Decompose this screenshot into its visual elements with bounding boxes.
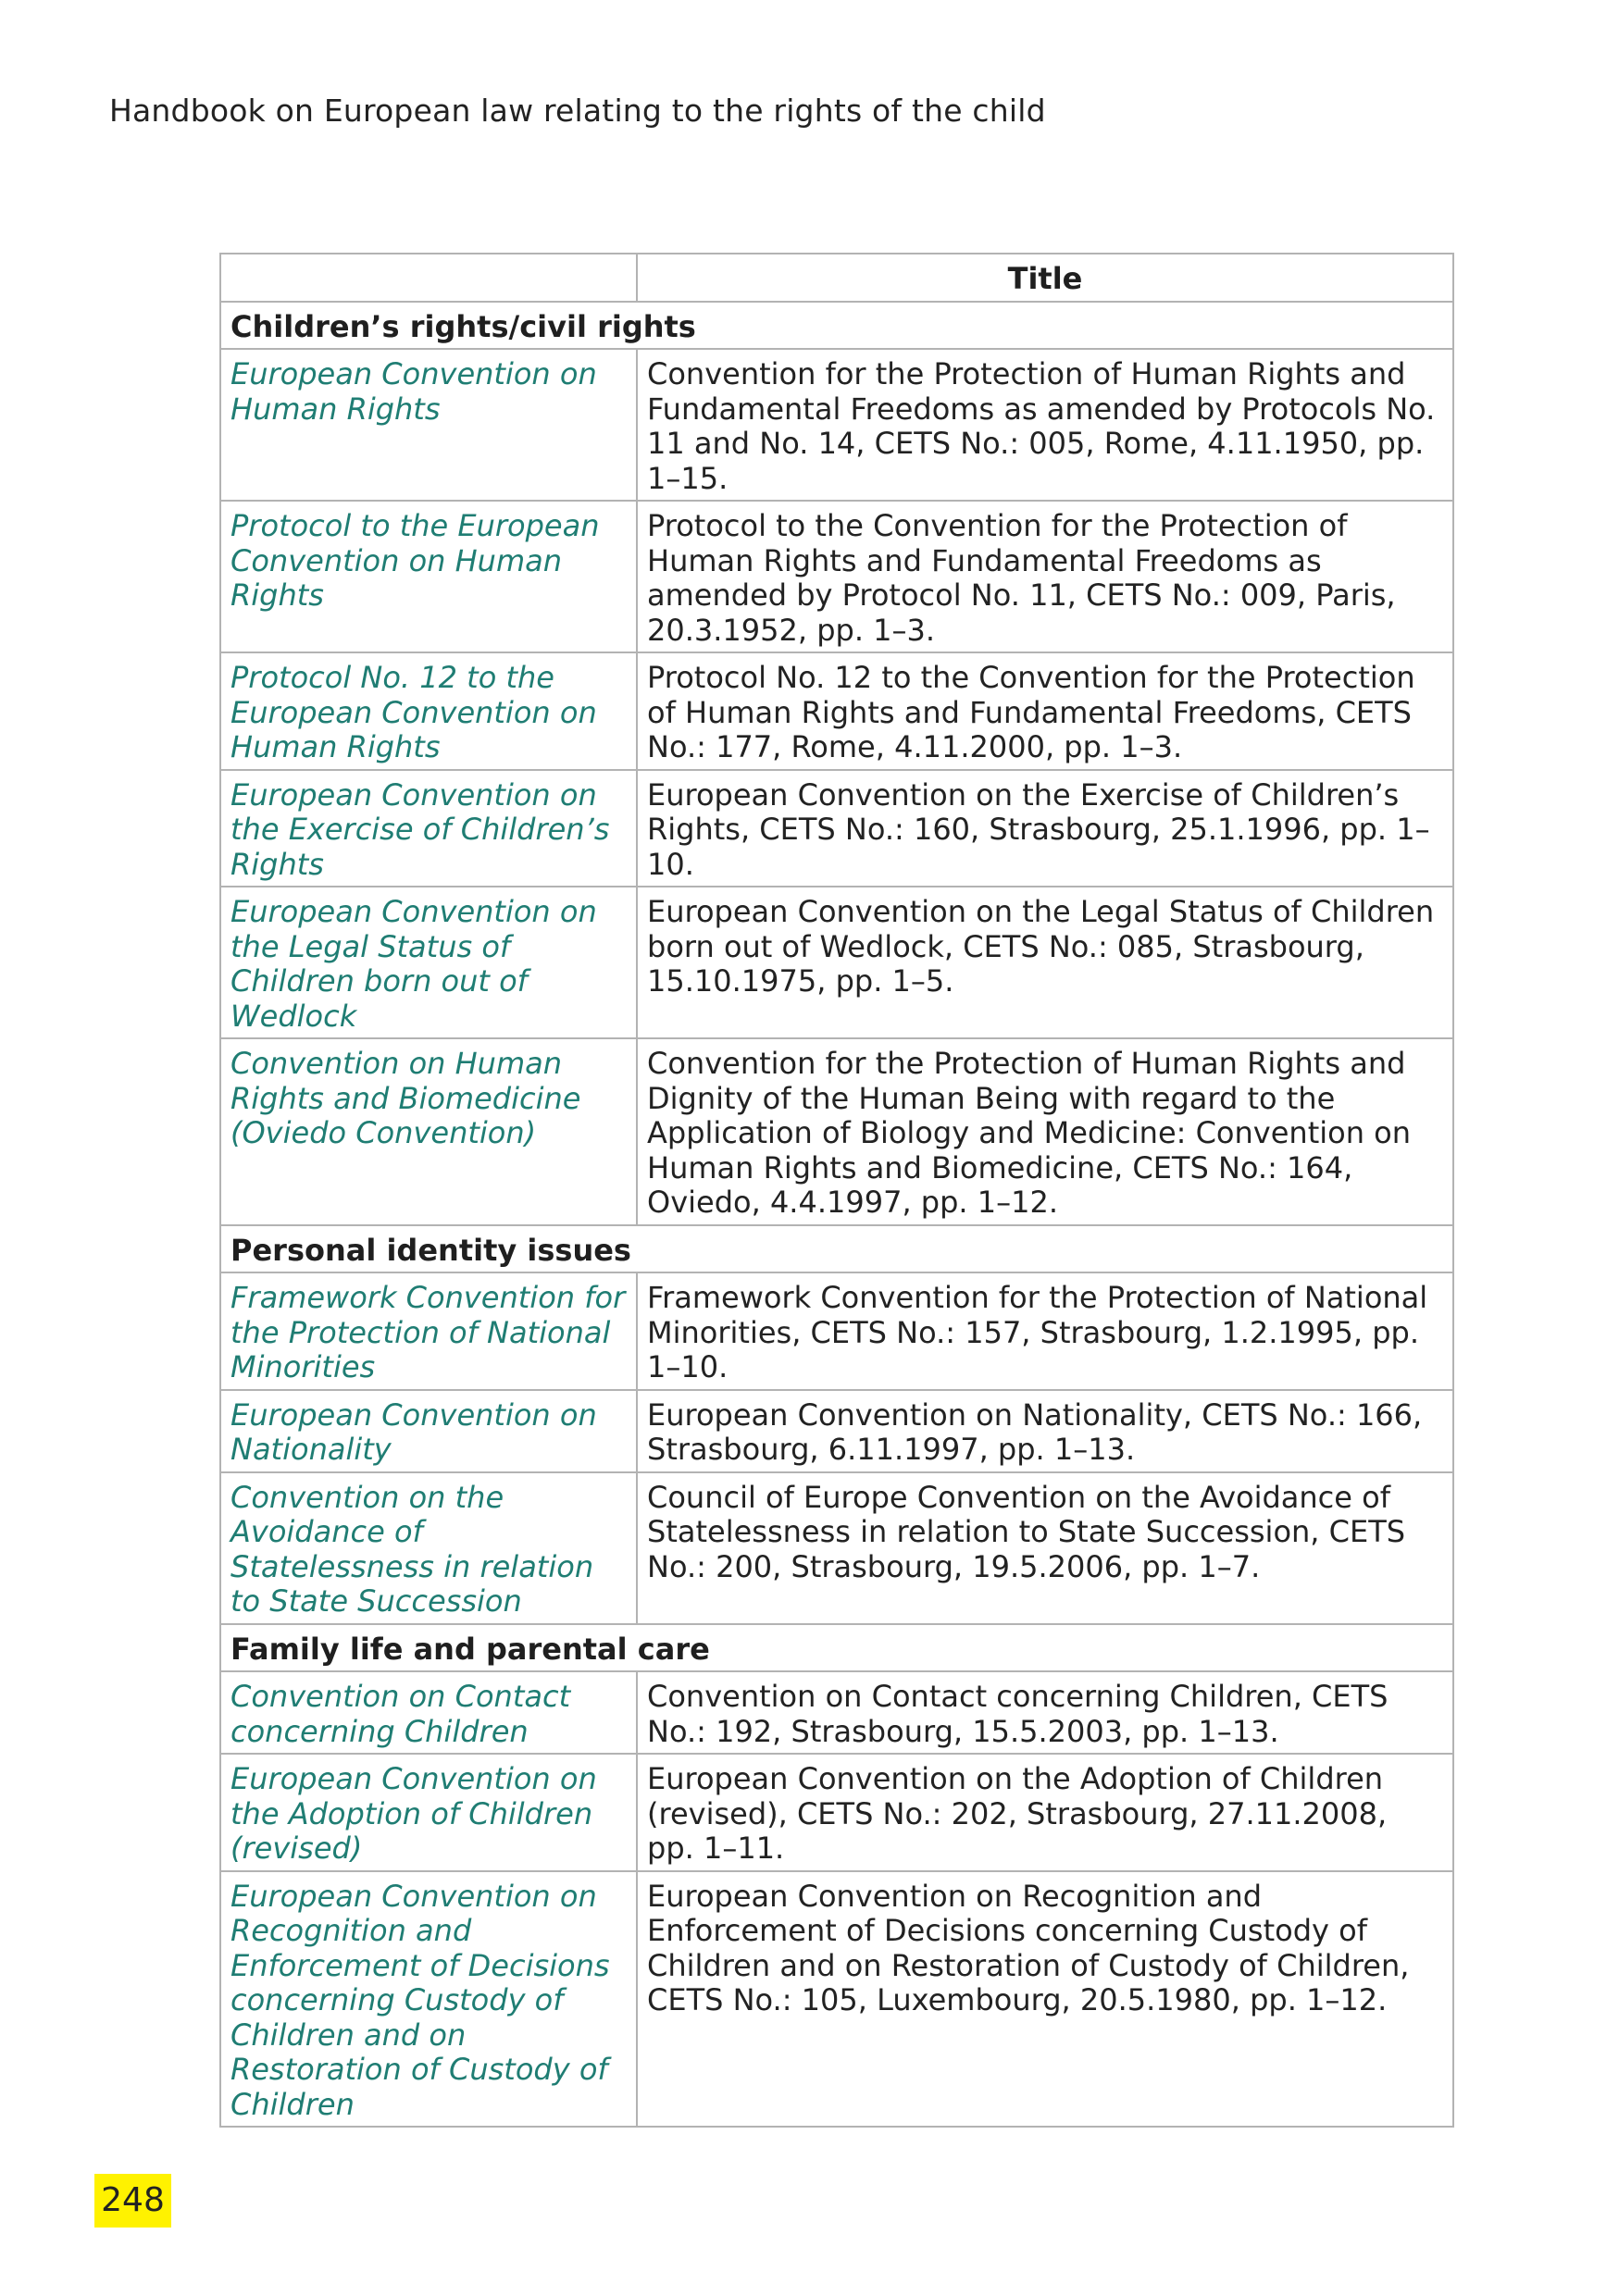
running-header: Handbook on European law relating to the rights of the child: [109, 93, 1046, 129]
instrument-short-title: European Convention on Nationality: [220, 1390, 637, 1472]
instrument-full-title: Council of Europe Convention on the Avoidance of Statelessness in relation to State Succession, CETS No.: 200, Strasbourg, 19.5.2006, pp. 1–7.: [637, 1472, 1453, 1624]
section-header-row: [220, 302, 1453, 350]
table-row: [220, 652, 1453, 770]
instrument-full-title: European Convention on the Exercise of Children’s Rights, CETS No.: 160, Strasbourg, 25.1.1996, pp. 1–10.: [637, 770, 1453, 887]
instrument-full-title: Convention on Contact concerning Children, CETS No.: 192, Strasbourg, 15.5.2003, pp. 1–13.: [637, 1671, 1453, 1754]
instrument-short-title: Protocol to the European Convention on Human Rights: [220, 501, 637, 652]
table-row: [220, 1754, 1453, 1871]
instrument-full-title: European Convention on Recognition and Enforcement of Decisions concerning Custody of Children and on Restoration of Custody of Children, CETS No.: 105, Luxembourg, 20.5.1980, pp. 1–12.: [637, 1871, 1453, 2128]
instrument-short-title: European Convention on the Adoption of Children (revised): [220, 1754, 637, 1871]
instruments-table: [219, 253, 1454, 2128]
table-row: [220, 1390, 1453, 1472]
instrument-full-title: Framework Convention for the Protection of National Minorities, CETS No.: 157, Strasbourg, 1.2.1995, pp. 1–10.: [637, 1272, 1453, 1390]
instrument-short-title: Convention on Contact concerning Children: [220, 1671, 637, 1754]
instrument-full-title: European Convention on the Legal Status of Children born out of Wedlock, CETS No.: 085, Strasbourg, 15.10.1975, pp. 1–5.: [637, 887, 1453, 1038]
instrument-full-title: Convention for the Protection of Human Rights and Dignity of the Human Being with regard to the Application of Biology and Medicine: Convention on Human Rights and Biomedicine, CETS No.: 164, Oviedo, 4.4.1997, pp. 1–12.: [637, 1038, 1453, 1225]
instrument-full-title: Protocol to the Convention for the Protection of Human Rights and Fundamental Freedoms as amended by Protocol No. 11, CETS No.: 009, Paris, 20.3.1952, pp. 1–3.: [637, 501, 1453, 652]
instrument-short-title: Protocol No. 12 to the European Convention on Human Rights: [220, 652, 637, 770]
table-row: [220, 1871, 1453, 2128]
table-header-row: [220, 254, 1453, 302]
table-row: [220, 1671, 1453, 1754]
instrument-short-title: European Convention on Recognition and Enforcement of Decisions concerning Custody of Children and on Restoration of Custody of Children: [220, 1871, 637, 2128]
instrument-full-title: Convention for the Protection of Human Rights and Fundamental Freedoms as amended by Protocols No. 11 and No. 14, CETS No.: 005, Rome, 4.11.1950, pp. 1–15.: [637, 349, 1453, 501]
table-row: [220, 1472, 1453, 1624]
instrument-full-title: Protocol No. 12 to the Convention for the Protection of Human Rights and Fundamental Freedoms, CETS No.: 177, Rome, 4.11.2000, pp. 1–3.: [637, 652, 1453, 770]
instrument-short-title: Convention on Human Rights and Biomedicine (Oviedo Convention): [220, 1038, 637, 1225]
table-row: [220, 349, 1453, 501]
table-row: [220, 1272, 1453, 1390]
column-header-title: Title: [637, 254, 1453, 302]
instrument-short-title: Framework Convention for the Protection of National Minorities: [220, 1272, 637, 1390]
table-row: [220, 770, 1453, 887]
instrument-short-title: European Convention on the Exercise of Children’s Rights: [220, 770, 637, 887]
section-header-row: [220, 1624, 1453, 1672]
page-number: 248: [94, 2174, 171, 2228]
column-header-short-title: [220, 254, 637, 302]
instrument-short-title: Convention on the Avoidance of Statelessness in relation to State Succession: [220, 1472, 637, 1624]
instrument-short-title: European Convention on Human Rights: [220, 349, 637, 501]
instrument-full-title: European Convention on Nationality, CETS No.: 166, Strasbourg, 6.11.1997, pp. 1–13.: [637, 1390, 1453, 1472]
section-heading: Children’s rights/civil rights: [220, 302, 1453, 350]
instrument-full-title: European Convention on the Adoption of Children (revised), CETS No.: 202, Strasbourg, 27.11.2008, pp. 1–11.: [637, 1754, 1453, 1871]
table-body: [220, 302, 1453, 2128]
instrument-short-title: European Convention on the Legal Status of Children born out of Wedlock: [220, 887, 637, 1038]
table-row: [220, 1038, 1453, 1225]
table-row: [220, 501, 1453, 652]
section-heading: Family life and parental care: [220, 1624, 1453, 1672]
section-heading: Personal identity issues: [220, 1225, 1453, 1273]
section-header-row: [220, 1225, 1453, 1273]
table-row: [220, 887, 1453, 1038]
